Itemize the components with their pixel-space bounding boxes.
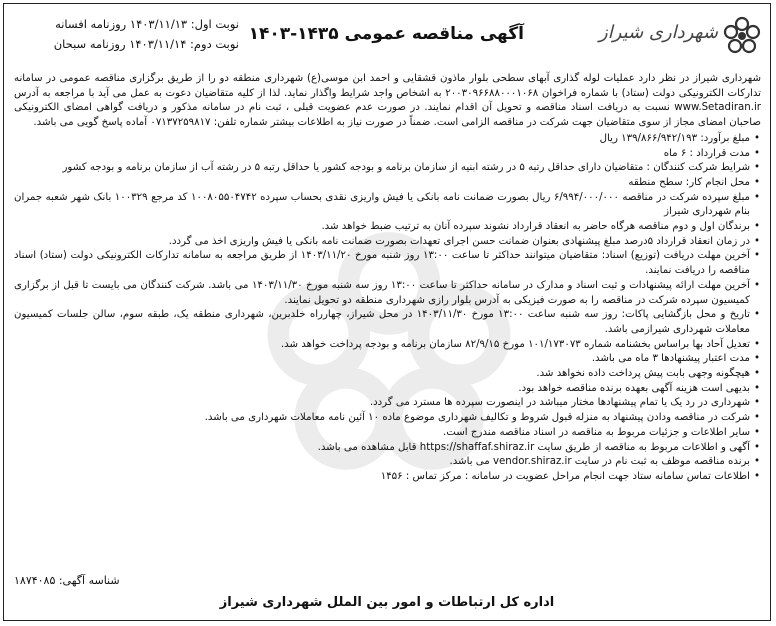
org-name: شهرداری شیراز [599, 22, 718, 43]
publication-dates [14, 14, 239, 54]
list-item: • هیچگونه وجهی بابت پیش پرداخت داده نخواهد شد. [14, 367, 761, 382]
publication-second: نوبت دوم: ۱۴۰۳/۱۱/۱۴ روزنامه سبحان [53, 37, 239, 51]
tender-body [14, 72, 761, 485]
list-item: • تاریخ و محل بازگشایی پاکات: روز سه شنبه ساعت ۱۳:۰۰ مورخ ۱۴۰۳/۱۱/۳۰ در محل شیراز، چهارراه خلدبرین، شهرداری منطقه یک، طبقه سوم، سالن جلسات کمیسیون معاملات شهرداری شیرازمی باشد. [14, 308, 761, 337]
list-item: • شرایط شرکت کنندگان : متقاضیان دارای حداقل رتبه ۵ در رشته ابنیه از سازمان برنامه و بودجه کشور یا حداقل رتبه ۵ در رشته آب از سازمان برنامه و بودجه کشور [14, 161, 761, 176]
ad-id: شناسه آگهی: ۱۸۷۴۰۸۵ [14, 574, 120, 587]
list-item: • مدت اعتبار پیشنهادها ۳ ماه می باشد. [14, 352, 761, 367]
list-item: • مبلغ سپرده شرکت در مناقصه ۶/۹۹۴/۰۰۰/۰۰۰ ریال بصورت ضمانت نامه بانکی یا فیش واریزی نقدی بحساب سپرده ۱۰۰۸۰۵۵۰۴۷۴۲ کد مرجع ۱۰۰۳۲۹ بانک شهر شعبه جمران بنام شهرداری شیراز [14, 191, 761, 220]
list-item: • شرکت در مناقصه ودادن پیشنهاد به منزله قبول شروط و تکالیف شهرداری موضوع ماده ۱۰ آئین نامه معاملات شهرداری می باشد. [14, 411, 761, 426]
footer-signature: اداره کل ارتباطات و امور بین الملل شهرداری شیراز [219, 595, 555, 610]
list-item: • تعدیل آحاد بها براساس بخشنامه شماره ۱۰۱/۱۷۳۰۷۳ مورخ ۸۲/۹/۱۵ سازمان برنامه و بودجه پرداخت خواهد شد. [14, 338, 761, 353]
list-item: • بدیهی است هزینه آگهی بعهده برنده مناقصه خواهد بود. [14, 382, 761, 397]
list-item: • آگهی و اطلاعات مربوط به مناقصه از طریق سایت https://shaffaf.shiraz.ir قابل مشاهده می باشد. [14, 441, 761, 456]
list-item: • آخرین مهلت دریافت (توزیع) اسناد: متقاضیان میتوانند حداکثر تا ساعت ۱۳:۰۰ روز شنبه مورخ ۱۴۰۳/۱۱/۲۰ از طریق مراجعه به سامانه تدارکات الکترونیکی دولت (ستاد) اسناد مناقصه را دریافت نمایند. [14, 249, 761, 278]
list-item: • برندگان اول و دوم مناقصه هرگاه حاضر به انعقاد قرارداد نشوند سپرده آنان به ترتیب ضبط خواهد شد. [14, 220, 761, 235]
list-item: • در زمان انعقاد قرارداد ۵درصد مبلغ پیشنهادی بعنوان ضمانت حسن اجرای تعهدات بصورت ضمانت نامه بانکی یا فیش واریزی اخذ می گردد. [14, 235, 761, 250]
intro-paragraph: شهرداری شیراز در نظر دارد عملیات لوله گذاری آبهای سطحی بلوار ماذون قشقایی و احمد ابن موسی(ع) شهرداری منطقه دو را از طریق برگزاری مناقصه عمومی در سامانه تدارکات الکترونیکی دولت (ستاد) با شماره فراخوان ۲۰۰۳۰۹۶۶۸۸۰۰۰۱۰۶۸ به اشخاص واجد شرایط واگذار نماید. لذا از کلیه متقاضیان دعوت به عمل می آید با مراجعه به آدرس www.Setadiran.ir نسبت به دریافت اسناد مناقصه و تحویل آن اقدام نمایند. در صورت عدم عضویت قبلی ، ثبت نام در سامانه مذکور و دریافت گواهی امضای الکترونیکی صاحبان امضای مجاز از سوی متقاضیان جهت شرکت در مناقصه الزامی است. ضمناً در صورت نیاز به اطلاعات بیشتر شماره تلفن: ۰۷۱۳۷۲۵۹۸۱۷ آماده پاسخ گویی می باشد. [14, 73, 762, 129]
header [4, 4, 770, 66]
municipality-logo [592, 16, 762, 56]
list-item: • آخرین مهلت ارائه پیشنهادات و ثبت اسناد و مدارک در سامانه حداکثر تا ساعت ۱۳:۰۰ روز سه شنبه مورخ ۱۴۰۳/۱۱/۳۰ می باشد. شرکت کنندگان می بایست تا قبل از برگزاری کمیسیون سپرده شرکت در مناقصه را به صورت فیزیکی به آدرس بلوار رازی شهرداری منطقه دو تحویل نمایند. [14, 279, 761, 308]
advertisement-frame [3, 3, 771, 621]
list-item: • شهرداری در رد یک یا تمام پیشنهادها مختار میباشد در اینصورت سپرده ها مسترد می گردد. [14, 396, 761, 411]
list-item: • اطلاعات تماس سامانه ستاد جهت انجام مراحل عضویت در سامانه : مرکز تماس : ۱۴۵۶ [14, 470, 761, 485]
list-item: • مبلغ برآورد: ۱۳۹/۸۶۶/۹۴۲/۱۹۳ ریال [14, 132, 761, 147]
flower-logo-icon [722, 16, 762, 56]
list-item: • سایر اطلاعات و جزئیات مربوط به مناقصه در اسناد مناقصه مندرج است. [14, 426, 761, 441]
publication-first: نوبت اول: ۱۴۰۳/۱۱/۱۳ روزنامه افسانه [55, 17, 239, 31]
list-item: • مدت قرارداد : ۶ ماه [14, 147, 761, 162]
list-item: • محل انجام کار: سطح منطقه [14, 176, 761, 191]
list-item: • برنده مناقصه موظف به ثبت نام در سایت vendor.shiraz.ir می باشد. [14, 455, 761, 470]
conditions-list [14, 132, 761, 485]
page-title: آگهی مناقصه عمومی ۱۴۳۵-۱۴۰۳ [248, 24, 524, 44]
